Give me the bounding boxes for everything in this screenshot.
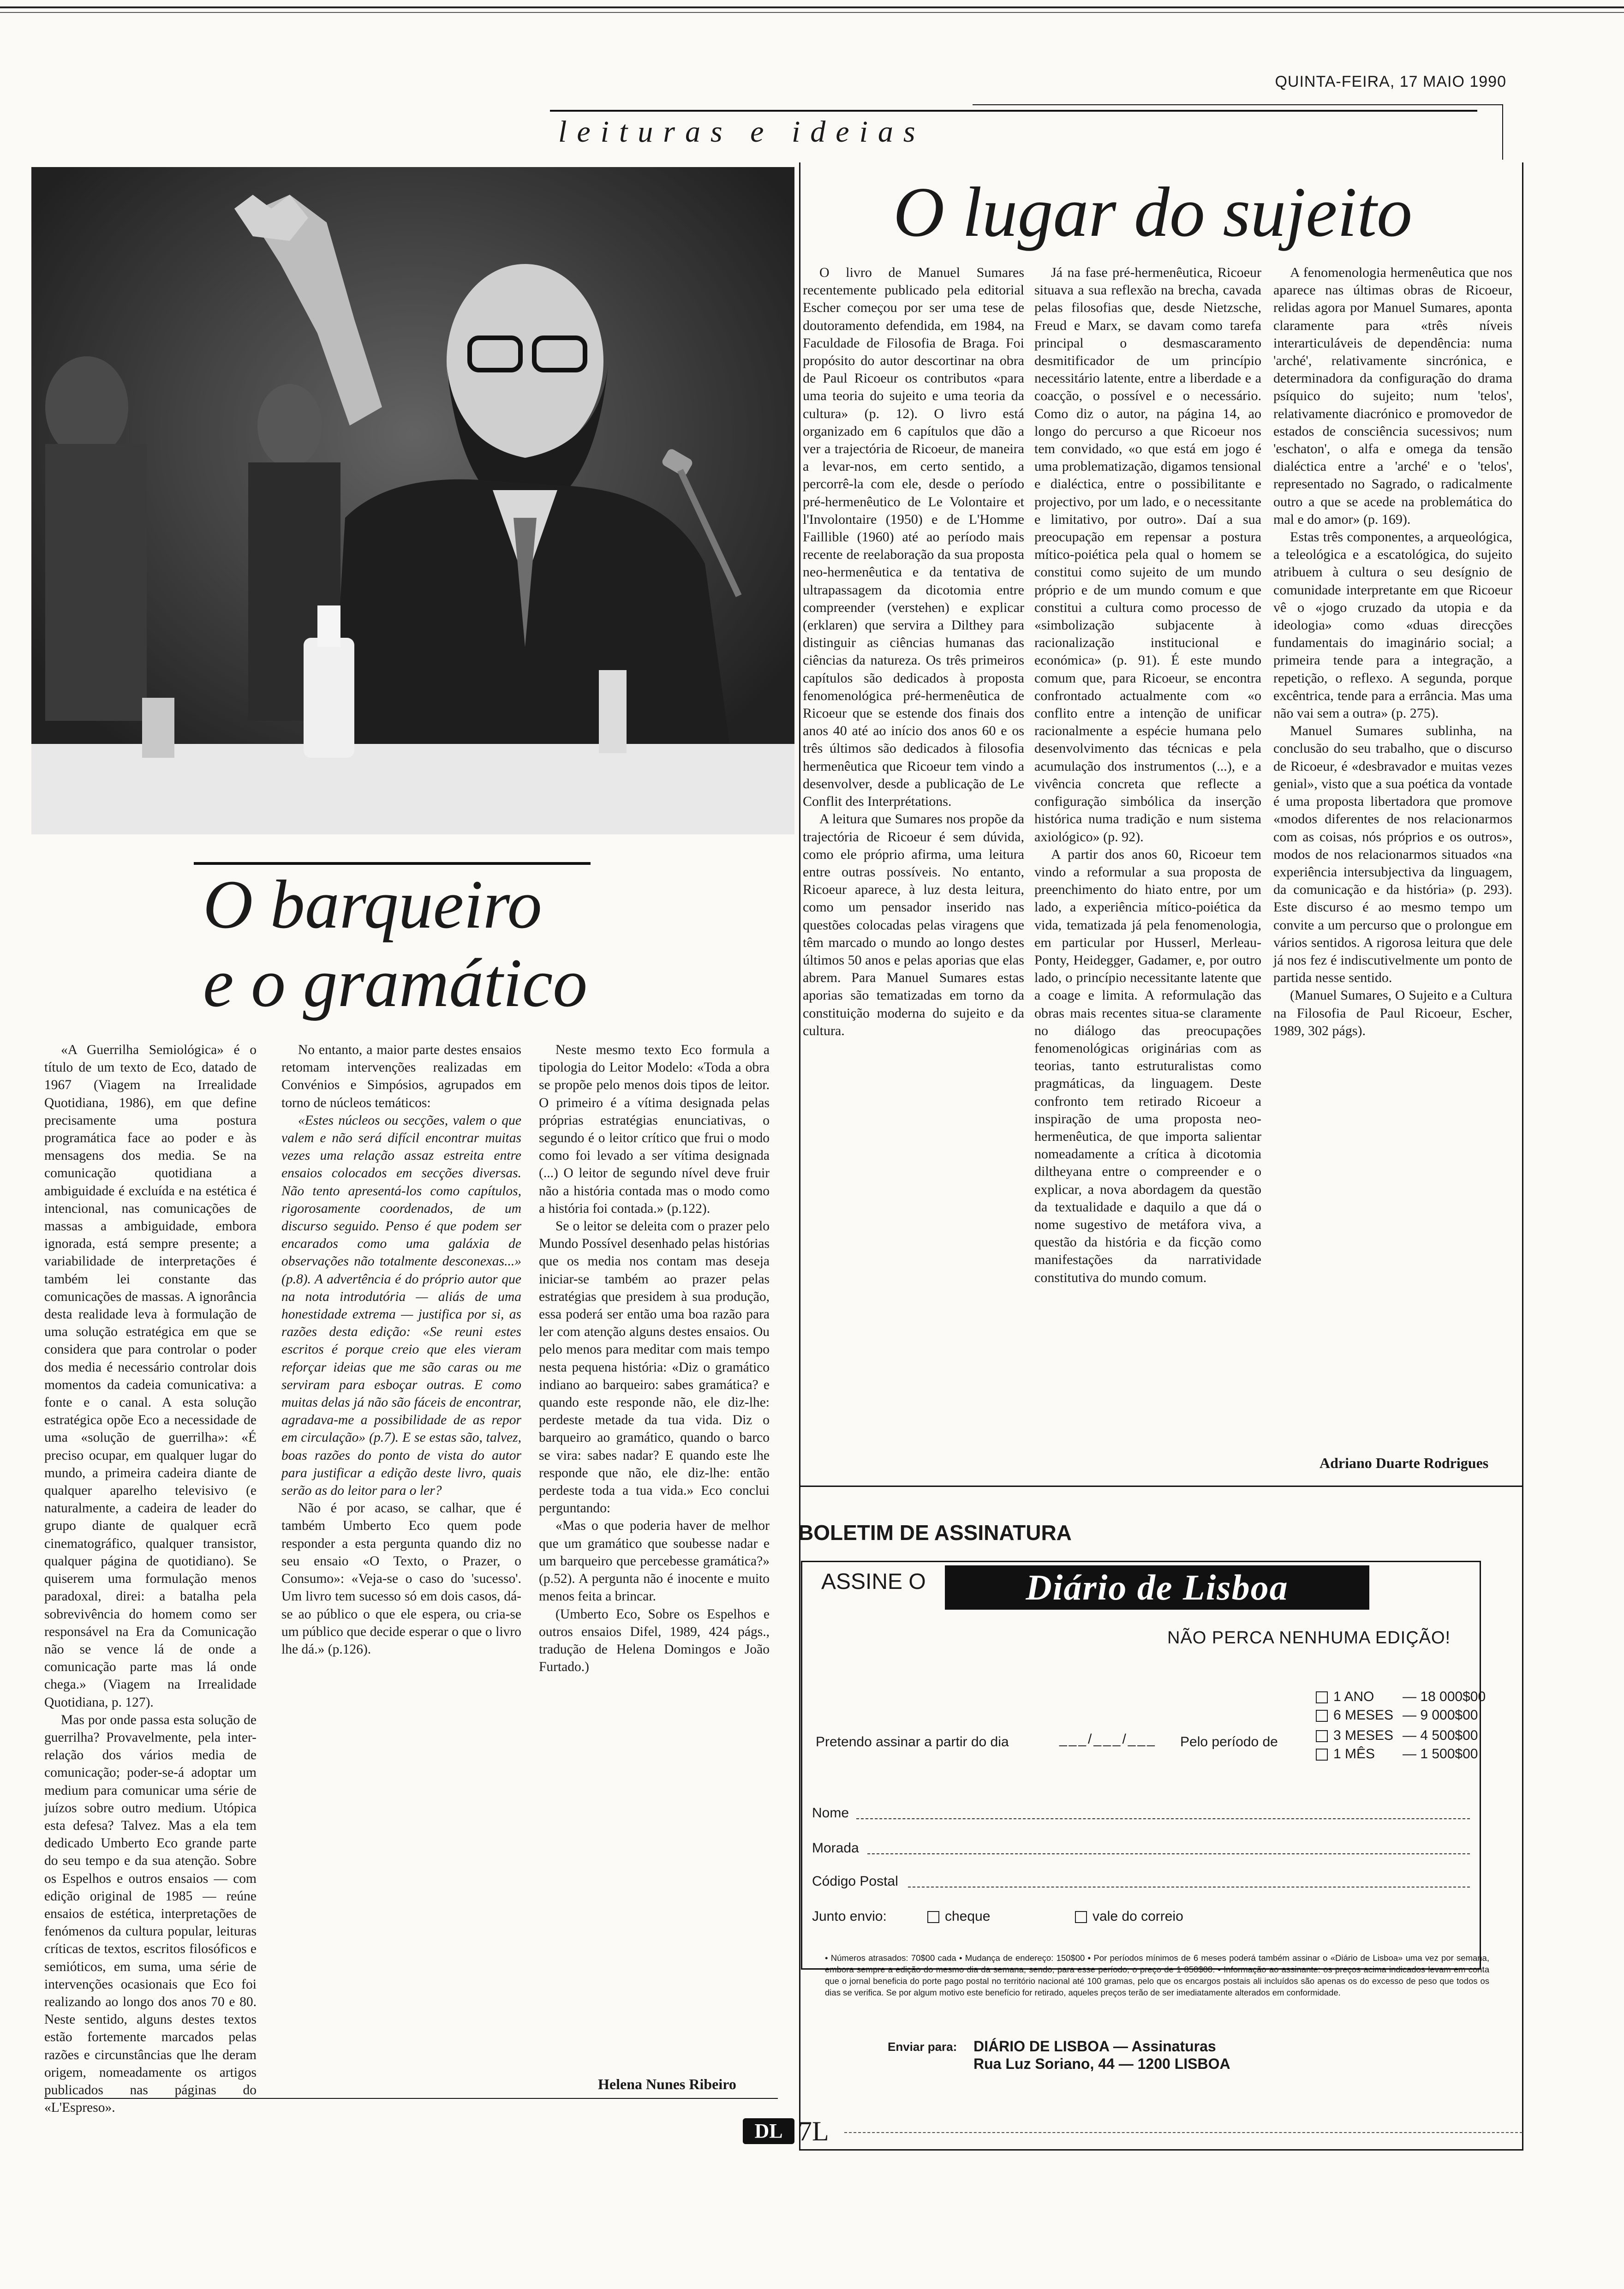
photo-illustration xyxy=(31,167,794,834)
eco-column-1 xyxy=(44,1041,257,2116)
period-option-label: 6 MESES xyxy=(1333,1708,1394,1723)
period-price: — 1 500$00 xyxy=(1403,1746,1478,1762)
period-price: — 4 500$00 xyxy=(1403,1728,1478,1743)
checkbox-icon[interactable] xyxy=(1316,1730,1328,1742)
diario-logo xyxy=(945,1565,1369,1610)
period-option-label: 1 ANO xyxy=(1333,1689,1374,1704)
send-to-line2: Rua Luz Soriano, 44 — 1200 LISBOA xyxy=(973,2055,1230,2072)
period-option-label: 3 MESES xyxy=(1333,1728,1394,1743)
subscription-tagline: NÃO PERCA NENHUMA EDIÇÃO! xyxy=(1167,1628,1451,1648)
field-codigo-postal-label: Código Postal xyxy=(812,1874,898,1889)
article-paragraph: (Umberto Eco, Sobre os Espelhos e outros ensaios Difel, 1989, 424 págs., tradução de Helena Domingos e João Furtado.) xyxy=(539,1606,770,1675)
pay-option-label: vale do correio xyxy=(1093,1909,1183,1924)
article-paragraph: «A Guerrilha Semiológica» é o título de um texto de Eco, datado de 1967 (Viagem na Irrealidade Quotidiana, 1986), em que define precisamente uma postura programática face ao poder e às mensagens dos media. Se na comunicação quotidiana a ambiguidade é excluída e na estética é intencional, nas comunicações de massas a ambiguidade, embora ignorada, está sempre presente; a variabilidade de interpretações é também lei constante das comunicações de massas. A ignorância desta realidade leva à formulação de uma solução estratégica em que se considera que para controlar o poder dos media é necessário controlar dois momentos da cadeia comunicativa: a fonte e o canal. A esta solução estratégica opõe Eco a necessidade de uma «solução de guerrilha»: «É preciso ocupar, em qualquer lugar do mundo, a primeira cadeira diante de qualquer aparelho televisivo (e naturalmente, a cadeira de leader do grupo diante de qualquer ecrã cinematográfico, qualquer transistor, qualquer página de quotidiano). Se quiserem uma formulação menos paradoxal, direi: a batalha pela sobrevivência do homem como ser responsável na Era da Comunicação não se vence lá de onde a comunicação parte mas lá onde chega.» (Viagem na Irrealidade Quotidiana, p. 127). xyxy=(44,1043,257,1710)
article-column-3 xyxy=(1273,264,1512,1040)
field-nome-label: Nome xyxy=(812,1805,849,1821)
article-title-barqueiro-line2: e o gramático xyxy=(203,945,588,1021)
diario-logo-text: Diário de Lisboa xyxy=(1026,1567,1289,1607)
article-paragraph: Manuel Sumares sublinha, na conclusão do seu trabalho, que o discurso de Ricoeur, é «desbravador e muitas vezes genial», visto que a sua poética da vontade é uma proposta libertadora que promove «modos diferentes de nos relacionarmos com as coisas, nós próprios e os outros», modos de nos relacionarmos situados «na experiência intersubjectiva da linguagem, da comunicação e da história» (p. 293). Este discurso é ao mesmo tempo um convite a um percurso que o prolongue em vários sentidos. A rigorosa leitura que dele já nos fez é indiscutivelmente um ponto de partida nesse sentido. xyxy=(1273,723,1512,986)
top-rule-thin xyxy=(0,12,1624,13)
checkbox-icon[interactable] xyxy=(1075,1911,1087,1923)
article-paragraph: «Mas o que poderia haver de melhor que um gramático que soubesse nadar e um barqueiro que percebesse gramática?» (p.52). A pergunta não é inocente e muito menos feita a brincar. xyxy=(539,1518,770,1604)
article-column-2 xyxy=(1034,264,1261,1287)
start-date-label: Pretendo assinar a partir do dia xyxy=(816,1734,1009,1750)
author-signature-eco: Helena Nunes Ribeiro xyxy=(598,2076,736,2092)
article-paragraph: No entanto, a maior parte destes ensaios retomam intervenções realizadas em Convénios e Simpósios, agrupados em torno de núcleos temáticos: xyxy=(281,1043,521,1110)
article-paragraph: A partir dos anos 60, Ricoeur tem vindo a reformular a sua proposta de preenchimento do hiato entre, por um lado, a experiência mítico-poiética da vida, tematizada já pela fenomenologia, em particular por Husserl, Merleau-Ponty, Heidegger, Gadamer, e, por outro lado, o princípio necessitante latente que a coage e limita. A reformulação das obras mais recentes situa-se claramente no diálogo das preocupações fenomenológicas originárias com as teorias, tanto estruturalistas como pragmáticas, da linguagem. Deste confronto tem retirado Ricoeur a inspiração de uma proposta neo-hermenêutica, de que importa salientar nomeadamente a crítica à dicotomia diltheyana entre o compreender e o explicar, a nova abordagem da questão da textualidade e daquilo a que dá o nome sugestivo de metáfora viva, a questão da história e da ficção como manifestações da narratividade constitutiva do mundo comum. xyxy=(1034,846,1261,1285)
article-title-lugar-do-sujeito: O lugar do sujeito xyxy=(893,173,1413,252)
junto-envio-label: Junto envio: xyxy=(812,1909,887,1924)
pay-option-vale[interactable] xyxy=(1075,1909,1183,1924)
header-right-rule-vertical xyxy=(1502,104,1503,160)
footer-logo-text: DL xyxy=(754,2120,783,2142)
eco-column-3 xyxy=(539,1041,770,1676)
article-paragraph: Mas por onde passa esta solução de guerrilha? Provavelmente, pela inter-relação dos vários media de comunicação; poder-se-á adoptar um medium para comunicar uma série de juízos sobre outro medium. Utópica esta defesa? Talvez. Mas a ela tem dedicado Umberto Eco grande parte do seu tempo e da sua atenção. Sobre os Espelhos e outros ensaios — com edição original de 1985 — reúne ensaios de estética, interpretações de fenómenos da cultura popular, leituras críticas de textos, escritos filosóficos e semióticos, em suma, uma série de intervenções ocasionais que Eco foi realizando ao longo dos anos 70 e 80. Neste sentido, alguns destes textos estão fortemente marcados pelas razões e circunstâncias que lhe deram origem, nomeadamente os artigos publicados nas páginas do «L'Espreso». xyxy=(44,1712,257,2115)
article-paragraph: Estas três componentes, a arqueológica, a teleológica e a escatológica, do sujeito atribuem à cultura o seu desígnio de comunidade interpretante em que Ricoeur vê o «jogo cruzado da utopia e da ideologia» como «duas direcções fundamentais do imaginário social; a primeira tende para a integração, a repetição, o reflexo. A segunda, porque excêntrica, tende para a errância. Mas uma não vai sem a outra» (p. 275). xyxy=(1273,529,1512,721)
field-codigo-postal-input[interactable] xyxy=(908,1887,1470,1888)
article-paragraph: A fenomenologia hermenêutica que nos aparece nas últimas obras de Ricoeur, relidas agora por Manuel Sumares, aponta claramente para «três níveis interarticuláveis de dependência: numa 'arché', relativamente sincrónica, e determinadora da configuração do drama psíquico do sujeito; num 'telos', relativamente diacrónico e promovedor de estados de consciência sucessivos; num 'eschaton', o alfa e omega da tensão dialéctica entre a 'arché' e o 'telos', representado no Sagrado, o radicalmente outro a que se acede na problemática do mal e do amor» (p. 169). xyxy=(1273,265,1512,527)
field-nome-input[interactable] xyxy=(856,1818,1470,1819)
article-paragraph: Já na fase pré-hermenêutica, Ricoeur situava a sua reflexão na brecha, cavada pelas filosofias que, desde Nietzsche, Freud e Marx, se davam como tarefa principal o desmascaramento desmitificador de um princípio necessitário latente, entre a liberdade e a coacção, o possível e o necessário. Como diz o autor, na página 14, ao longo do percurso a que Ricoeur nos tem convidado, «o que está em jogo é uma problematização, digamos tensional e dialéctica, entre o possibilitante e projectivo, por um lado, e o necessitante e limitativo, por outro». Daí a sua preocupação em repensar a postura mítico-poiética pela qual o homem se constitui como sujeito de um mundo próprio e de um mundo comum e que constitui a cultura como processo de «simbolização subjacente à racionalização institucional e económica» (p. 91). É este mundo comum que, para Ricoeur, se encontra confrontado actualmente com «o conflito entre a intenção de unificar racionalmente a espécie humana pelo desenvolvimento das técnicas e pela acumulação dos instrumentos (...), e a vivência concreta que reflecte a configuração simbólica da inserção histórica numa tradição e num sistema axiológico» (p. 92). xyxy=(1034,265,1261,845)
checkbox-icon[interactable] xyxy=(1316,1691,1328,1703)
article-title-barqueiro-line1: O barqueiro xyxy=(203,866,542,943)
send-to-line1: DIÁRIO DE LISBOA — Assinaturas xyxy=(973,2038,1216,2055)
period-price: — 9 000$00 xyxy=(1403,1708,1478,1723)
period-option-6-meses[interactable] xyxy=(1316,1708,1393,1723)
period-option-3-meses[interactable] xyxy=(1316,1728,1393,1744)
article-paragraph: «Estes núcleos ou secções, valem o que valem e não será difícil encontrar muitas vezes uma relação assaz estreita entre ensaios colocados em secções diversas. Não tento apresentá-los como capítulos, rigorosamente coordenados, de um discurso seguido. Penso é que podem ser encarados como uma galáxia de observações não totalmente desconexas...» (p.8). A advertência é do próprio autor que na nota introdutória — aliás de uma honestidade extrema — justifica por si, as razões desta edição: «Se reuni estes escritos é porque creio que eles vieram reforçar ideias que me são caras ou me serviram para esboçar outras. E como muitas delas já não são fáceis de encontrar, agradava-me a possibilidade de as repor em circulação» (p.7). E se estas são, talvez, boas razões do ponto de vista do autor para justificar a edição deste livro, quais serão as do leitor para o ler? xyxy=(281,1113,521,1498)
article-paragraph: Se o leitor se deleita com o prazer pelo Mundo Possível desenhado pelas histórias que os media nos contam mas deseja iniciar-se também ao prazer pelas estratégias que presidem à sua produção, essa poderá ser então uma boa razão para ler com atenção alguns destes ensaios. Ou pelo menos para meditar com mais tempo nesta pequena história: «Diz o gramático indiano ao barqueiro: sabes gramática? e quando este responde não, ele diz-lhe: perdeste metade da tua vida. Diz o barqueiro ao gramático, quando o barco se vira: sabes nadar? E quando este lhe responde que não, ele diz-lhe: então perdeste toda a tua vida.» Eco conclui perguntando: xyxy=(539,1219,770,1516)
start-date-input[interactable]: ___/___/___ xyxy=(1059,1732,1157,1747)
footer-rule-right xyxy=(844,2132,1522,2133)
eco-title-rule xyxy=(194,862,591,865)
checkbox-icon[interactable] xyxy=(1316,1749,1328,1761)
field-morada-label: Morada xyxy=(812,1840,859,1856)
footer-logo xyxy=(743,2118,794,2144)
article-paragraph: O livro de Manuel Sumares recentemente publicado pela editorial Escher começou por ser uma tese de doutoramento defendida, em 1984, na Faculdade de Filosofia de Braga. Foi propósito do autor descortinar na obra de Paul Ricoeur os contributos «para uma teoria do sujeito e uma teoria da cultura» (p. 12). O livro está organizado em 6 capítulos que dão a ver a trajectória de Ricoeur, de maneira a levar-nos, em certo sentido, a percorrê-la com ele, desde o período pré-hermenêutico de Le Volontaire et l'Involontaire (1950) e de L'Homme Faillible (1960) até ao período mais recente de reelaboração da sua proposta neo-hermenêutica e da tentativa de ultrapassagem da dicotomia entre compreender (verstehen) e explicar (erklaren) que servira a Dilthey para distinguir as ciências humanas das ciências da natureza. Os três primeiros capítulos são dedicados à proposta fenomenológica pré-hermenêutica de Ricoeur que se estende dos finais dos anos 40 até ao início dos anos 60 e os três últimos são dedicados à filosofia hermenêutica que Ricoeur tem vindo a desenvolver, desde a publicação de Le Conflit des Interprétations. xyxy=(803,265,1024,809)
article-column-1 xyxy=(803,264,1024,1040)
top-rule xyxy=(0,6,1624,8)
period-price: — 18 000$00 xyxy=(1403,1689,1486,1704)
pay-option-label: cheque xyxy=(945,1909,991,1924)
photo-umberto-eco xyxy=(31,167,794,834)
period-option-label: 1 MÊS xyxy=(1333,1746,1375,1762)
page-number: 7L xyxy=(798,2116,829,2146)
footer-rule-left xyxy=(44,2098,778,2099)
article-paragraph: A leitura que Sumares nos propõe da trajectória de Ricoeur é sem dúvida, como ele próprio afirma, uma leitura entre outras possíveis. No entanto, Ricoeur aparece, à luz desta leitura, como um pensador inserido nas questões colocadas pelas viragens que têm marcado o mundo ao longo destes últimos 50 anos e pelas aporias que elas abrem. Para Manuel Sumares estas aporias são tematizadas em torno da constituição moderna do sujeito e da cultura. xyxy=(803,811,1024,1038)
send-to-label: Enviar para: xyxy=(888,2040,957,2054)
pay-option-cheque[interactable] xyxy=(927,1909,990,1924)
checkbox-icon[interactable] xyxy=(1316,1710,1328,1722)
field-morada-input[interactable] xyxy=(867,1853,1470,1854)
section-title: leituras e ideias xyxy=(558,115,925,149)
article-paragraph: (Manuel Sumares, O Sujeito e a Cultura na Filosofia de Paul Ricoeur, Escher, 1989, 302 págs). xyxy=(1273,988,1512,1038)
article-paragraph: Neste mesmo texto Eco formula a tipologia do Leitor Modelo: «Toda a obra se propõe pelo menos dois tipos de leitor. O primeiro é a vítima designada pelas próprias estratégias enunciativas, o segundo é o leitor crítico que frui o modo como foi levado a ser vítima designada (...) O leitor de segundo nível deve fruir não a história contada mas o modo como a história foi contada.» (p.122). xyxy=(539,1043,770,1216)
checkbox-icon[interactable] xyxy=(927,1911,939,1923)
section-rule-top xyxy=(550,110,1477,112)
subscription-notes: • Números atrasados: 70$00 cada • Mudança de endereço: 150$00 • Por períodos mínimos de 6 meses poderá também assinar o «Diário de Lisboa» uma vez por semana, embora sempre a edição do mesmo dia da semana, sendo, para esse período, o preço de 1 850$00. • Informação ao assinante: os preços acima indicados levam em conta que o jornal beneficia do porte pago postal no território nacional até 100 gramas, pelo que os encargos postais ali incluídos são apenas os do excesso de peso que todos os dias se verifica. Se por algum motivo este benefício for retirado, aqueles preços terão de ser imediatamente alterados em conformidade. xyxy=(825,1953,1489,1997)
period-option-1-ano[interactable] xyxy=(1316,1689,1374,1705)
author-signature-main: Adriano Duarte Rodrigues xyxy=(1320,1455,1489,1471)
article-paragraph: Não é por acaso, se calhar, que é também Umberto Eco quem pode responder a esta pergunta quando diz no seu ensaio «O Texto, o Prazer, o Consumo»: «Veja-se o caso do 'sucesso'. Um livro tem sucesso só em dois casos, dá-se ao público o que ele espera, ou cria-se um público que decide esperar o que o livro lhe dá.» (p.126). xyxy=(281,1501,521,1657)
assine-label: ASSINE O xyxy=(821,1570,926,1594)
dateline: QUINTA-FEIRA, 17 MAIO 1990 xyxy=(1275,73,1506,90)
eco-column-2 xyxy=(281,1041,521,1658)
subscription-title: BOLETIM DE ASSINATURA xyxy=(798,1521,1072,1545)
period-option-1-mes[interactable] xyxy=(1316,1746,1375,1762)
header-right-rule xyxy=(973,104,1503,105)
period-label: Pelo período de xyxy=(1180,1734,1278,1750)
